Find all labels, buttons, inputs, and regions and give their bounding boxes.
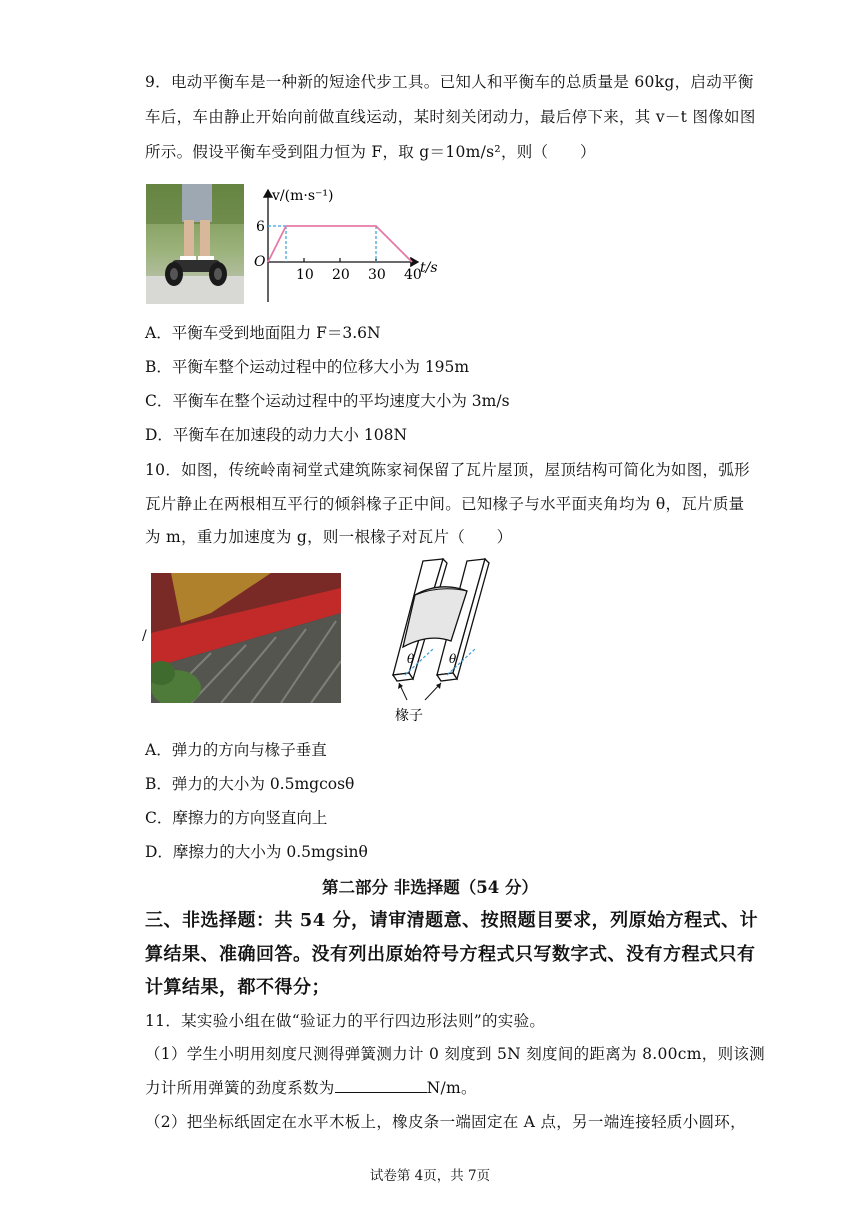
q10-option-c[interactable]: C．摩擦力的方向竖直向上	[145, 809, 328, 827]
q9-line-3: 所示。假设平衡车受到阻力恒为 F，取 g＝10m/s²，则（ ）	[145, 143, 596, 161]
x-tick-label: 10	[296, 267, 314, 283]
q11-line-1: 11．某实验小组在做“验证力的平行四边形法则”的实验。	[145, 1012, 546, 1030]
q9-line-2: 车后，车由静止开始向前做直线运动，某时刻关闭动力，最后停下来，其 v－t 图像如图	[145, 108, 756, 126]
y-axis-label: v/(m·s⁻¹)	[272, 188, 334, 204]
page-footer: 试卷第 4页，共 7页	[369, 1168, 491, 1184]
q11-part1-unit: N/m。	[426, 1079, 477, 1097]
x-tick-label: 30	[368, 267, 386, 283]
stray-slash: /	[142, 628, 147, 644]
part2-instructions-1: 三、非选择题：共 54 分，请审清题意、按照题目要求，列原始方程式、计	[145, 910, 759, 931]
origin-label: O	[254, 254, 266, 270]
part2-instructions-3: 计算结果，都不得分；	[145, 977, 330, 998]
q9-option-b[interactable]: B．平衡车整个运动过程中的位移大小为 195m	[145, 358, 470, 376]
q10-line-1: 10．如图，传统岭南祠堂式建筑陈家祠保留了瓦片屋顶，屋顶结构可简化为如图，弧形	[145, 461, 750, 479]
temple-roof-photo	[151, 573, 341, 703]
q10-option-a[interactable]: A．弹力的方向与椽子垂直	[145, 741, 327, 759]
q11-part1-line-2	[145, 1076, 477, 1098]
vt-series-line	[268, 226, 412, 262]
q10-option-b[interactable]: B．弹力的大小为 0.5mgcosθ	[145, 775, 355, 793]
answer-blank[interactable]	[335, 1078, 427, 1093]
part2-title: 第二部分 非选择题（54 分）	[322, 878, 538, 897]
q9-option-a[interactable]: A．平衡车受到地面阻力 F＝3.6N	[145, 324, 381, 342]
theta-left-label: θ	[407, 652, 415, 666]
vt-graph	[250, 180, 450, 310]
q11-part1-text: 力计所用弹簧的劲度系数为	[145, 1079, 335, 1097]
rafter-tile-diagram	[385, 555, 505, 725]
balance-car-photo	[146, 184, 244, 304]
q9-option-c[interactable]: C．平衡车在整个运动过程中的平均速度大小为 3m/s	[145, 392, 510, 410]
rafter-label: 椽子	[395, 708, 423, 724]
theta-right-label: θ	[449, 652, 457, 666]
y-tick-label: 6	[256, 219, 265, 235]
q9-option-d[interactable]: D．平衡车在加速段的动力大小 108N	[145, 426, 408, 444]
q11-part2-line-1: （2）把坐标纸固定在水平木板上，橡皮条一端固定在 A 点，另一端连接轻质小圆环，	[145, 1113, 746, 1131]
x-tick-label: 20	[332, 267, 350, 283]
x-tick-label: 40	[404, 267, 422, 283]
q10-line-2: 瓦片静止在两根相互平行的倾斜椽子正中间。已知椽子与水平面夹角均为 θ，瓦片质量	[145, 495, 745, 513]
x-axis-label: t/s	[420, 260, 438, 276]
q9-line-1: 9．电动平衡车是一种新的短途代步工具。已知人和平衡车的总质量是 60kg，启动平衡	[145, 73, 754, 91]
q11-part1-line-1: （1）学生小明用刻度尺测得弹簧测力计 0 刻度到 5N 刻度间的距离为 8.00cm，则该测	[145, 1045, 765, 1063]
q10-line-3: 为 m，重力加速度为 g，则一根椽子对瓦片（ ）	[145, 528, 513, 546]
q10-option-d[interactable]: D．摩擦力的大小为 0.5mgsinθ	[145, 843, 368, 861]
part2-instructions-2: 算结果、准确回答。没有列出原始符号方程式只写数字式、没有方程式只有	[145, 944, 756, 965]
